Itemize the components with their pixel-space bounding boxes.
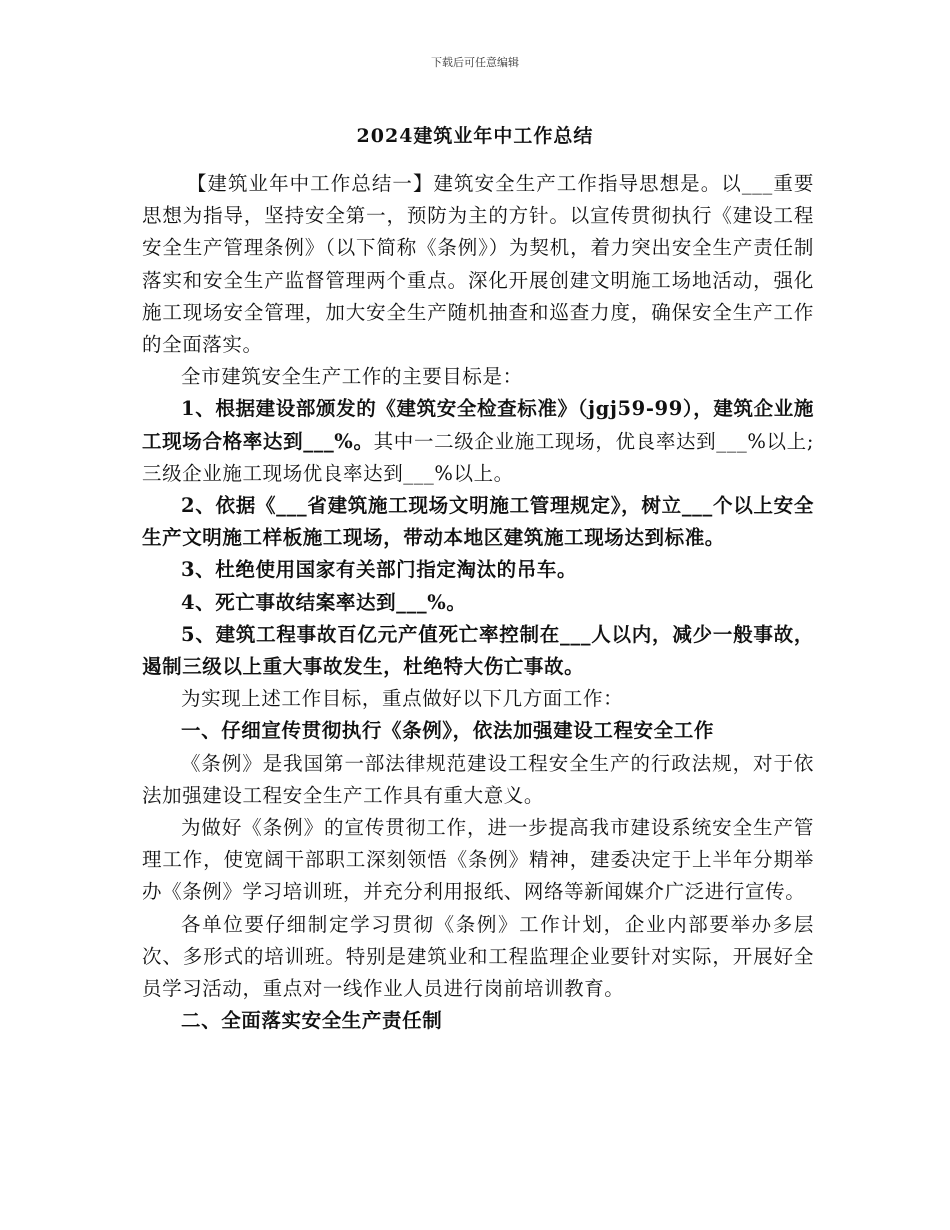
- paragraph-regulation: 《条例》是我国第一部法律规范建设工程安全生产的行政法规，对于依法加强建设工程安全生产工作具有重大意义。: [142, 751, 814, 807]
- goal-1-normal: 其中一二级企业施工现场，优良率达到___%以上;三级企业施工现场优良率达到___%以上。: [142, 429, 814, 485]
- section-heading-2: 二、全面落实安全生产责任制: [181, 1009, 443, 1033]
- paragraph-goals-lead: 全市建筑安全生产工作的主要目标是：: [181, 365, 523, 389]
- paragraph-training: 各单位要仔细制定学习贯彻《条例》工作计划，企业内部要举办多层次、多形式的培训班。特别是建筑业和工程监理企业要针对实际，开展好全员学习活动，重点对一线作业人员进行岗前培训教育。: [142, 912, 814, 1001]
- paragraph-goal-1: [142, 393, 814, 490]
- paragraph-goal-5: 5、建筑工程事故百亿元产值死亡率控制在___人以内，减少一般事故，遏制三级以上重大事故发生，杜绝特大伤亡事故。: [142, 622, 814, 679]
- header-note: 下载后可任意编辑: [431, 56, 519, 69]
- paragraph-publicity: 为做好《条例》的宣传贯彻工作，进一步提高我市建设系统安全生产管理工作，使宽阔干部职工深刻领悟《条例》精神，建委决定于上半年分期举办《条例》学习培训班，并充分利用报纸、网络等新闻媒介广泛进行宣传。: [142, 816, 814, 904]
- paragraph-goal-3: 3、杜绝使用国家有关部门指定淘汰的吊车。: [181, 558, 578, 582]
- paragraph-work-lead: 为实现上述工作目标，重点做好以下几方面工作：: [181, 687, 624, 711]
- paragraph-goal-4: 4、死亡事故结案率达到___%。: [181, 590, 467, 614]
- section-heading-1: 一、仔细宣传贯彻执行《条例》，依法加强建设工程安全工作: [181, 719, 714, 743]
- goal-1-bold: 1、根据建设部颁发的《建筑安全检查标准》（jgj59-99），建筑企业施工现场合格率达到___%。: [142, 397, 814, 453]
- paragraph-goal-2: 2、依据《___省建筑施工现场文明施工管理规定》，树立___个以上安全生产文明施工样板施工现场，带动本地区建筑施工现场达到标准。: [142, 494, 814, 550]
- document-body: [142, 168, 814, 1037]
- paragraph-intro: 【建筑业年中工作总结一】建筑安全生产工作指导思想是。以___重要思想为指导，坚持安全第一，预防为主的方针。以宣传贯彻执行《建设工程安全生产管理条例》（以下简称《条例》）为契机，着力突出安全生产责任制落实和安全生产监督管理两个重点。深化开展创建文明施工场地活动，强化施工现场安全管理，加大安全生产随机抽查和巡查力度，确保安全生产工作的全面落实。: [142, 172, 814, 357]
- document-title: 2024建筑业年中工作总结: [356, 125, 594, 147]
